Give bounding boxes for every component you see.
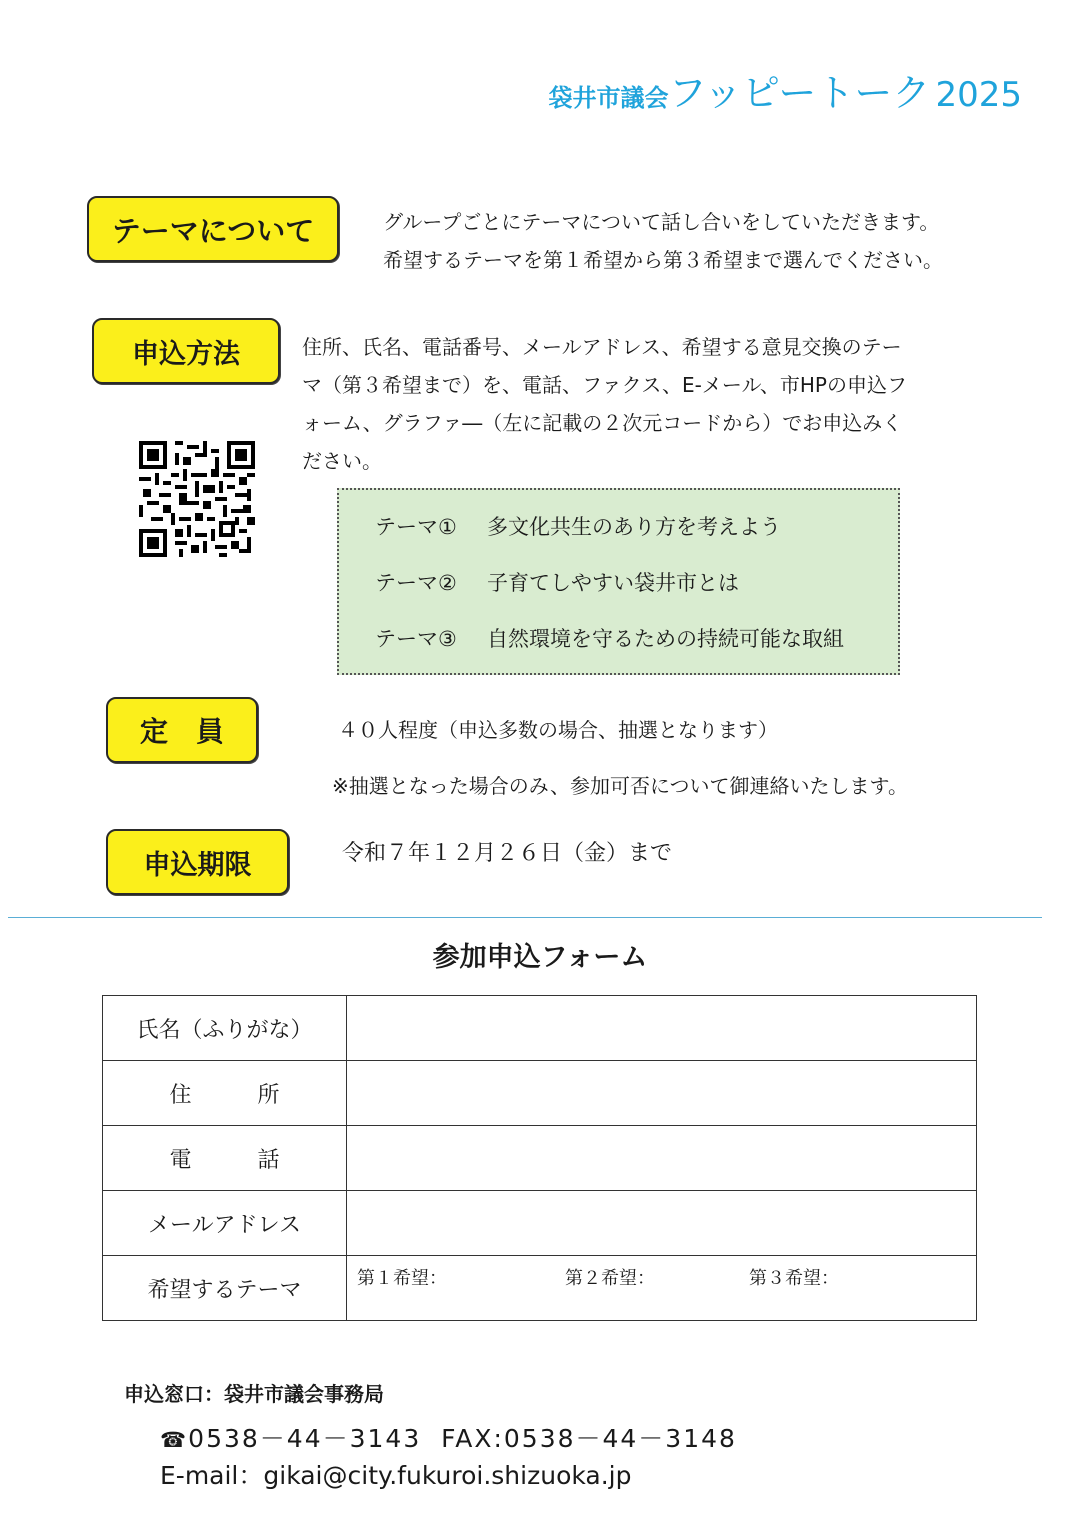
phone-label: 電 話 [103,1126,347,1191]
title-org: 袋井市議会 [548,84,669,112]
page-title [549,62,1022,117]
contact-heading: 申込窓口：袋井市議会事務局 [124,1382,384,1406]
apply-line-1: 住所、氏名、電話番号、メールアドレス、希望する意見交換のテー [302,335,902,359]
form-row-name [103,996,977,1061]
theme-option-3 [375,623,844,653]
email-field[interactable] [347,1191,977,1256]
title-year: 2025 [935,75,1022,115]
capacity-line2: ※抽選となった場合のみ、参加可否について御連絡いたします。 [332,774,908,798]
tel-number: 0538－44－3143 [188,1424,422,1453]
section-divider [8,917,1042,918]
theme-option-label: テーマ① [375,515,457,539]
address-label: 住 所 [103,1061,347,1126]
fax-number: FAX:0538－44－3148 [441,1424,737,1453]
theme-intro-line1: グループごとにテーマについて話し合いをしていただきます。 [383,210,940,234]
theme-intro-line2: 希望するテーマを第１希望から第３希望まで選んでください。 [383,248,943,272]
form-row-email [103,1191,977,1256]
theme-option-label: テーマ③ [375,627,457,651]
name-label: 氏名（ふりがな） [103,996,347,1061]
theme-option-label: テーマ② [375,571,457,595]
form-title: 参加申込フォーム [432,942,648,973]
apply-line-4: ださい。 [302,449,382,473]
email-label: メールアドレス [103,1191,347,1256]
form-row-address [103,1061,977,1126]
apply-line-3: ォーム、グラファ―（左に記載の２次元コードから）でお申込みく [302,411,903,435]
form-row-phone [103,1126,977,1191]
theme-choice-label: 希望するテーマ [103,1256,347,1321]
phone-field[interactable] [347,1126,977,1191]
title-event: フッピートーク [668,71,931,115]
theme-option-1 [375,511,781,541]
qr-code-icon[interactable] [139,441,255,557]
theme-choice-field[interactable] [347,1256,977,1321]
theme-options-box [337,488,900,675]
third-choice-label: 第３希望： [749,1268,839,1289]
apply-line-2: マ（第３希望まで）を、電話、ファクス、E-メール、市HPの申込フ [302,373,907,397]
second-choice-label: 第２希望： [565,1268,655,1289]
theme-option-2 [375,567,739,597]
capacity-line1: ４０人程度（申込多数の場合、抽選となります） [338,718,778,742]
first-choice-label: 第１希望： [357,1268,447,1289]
deadline-text: 令和７年１２月２６日（金）まで [342,841,673,866]
capacity-label: 定 員 [106,697,258,763]
deadline-label: 申込期限 [106,829,289,895]
address-field[interactable] [347,1061,977,1126]
theme-option-text: 自然環境を守るための持続可能な取組 [487,627,844,651]
theme-section-label: テーマについて [87,196,339,262]
telephone-icon: ☎ [160,1428,189,1452]
theme-option-text: 多文化共生のあり方を考えよう [487,515,781,539]
contact-tel-fax [160,1419,737,1455]
theme-option-text: 子育てしやすい袋井市とは [487,571,739,595]
form-row-theme [103,1256,977,1321]
name-field[interactable] [347,996,977,1061]
apply-section-label: 申込方法 [92,318,280,384]
application-form [102,995,977,1321]
contact-email[interactable]: E-mail：gikai@city.fukuroi.shizuoka.jp [160,1461,632,1490]
